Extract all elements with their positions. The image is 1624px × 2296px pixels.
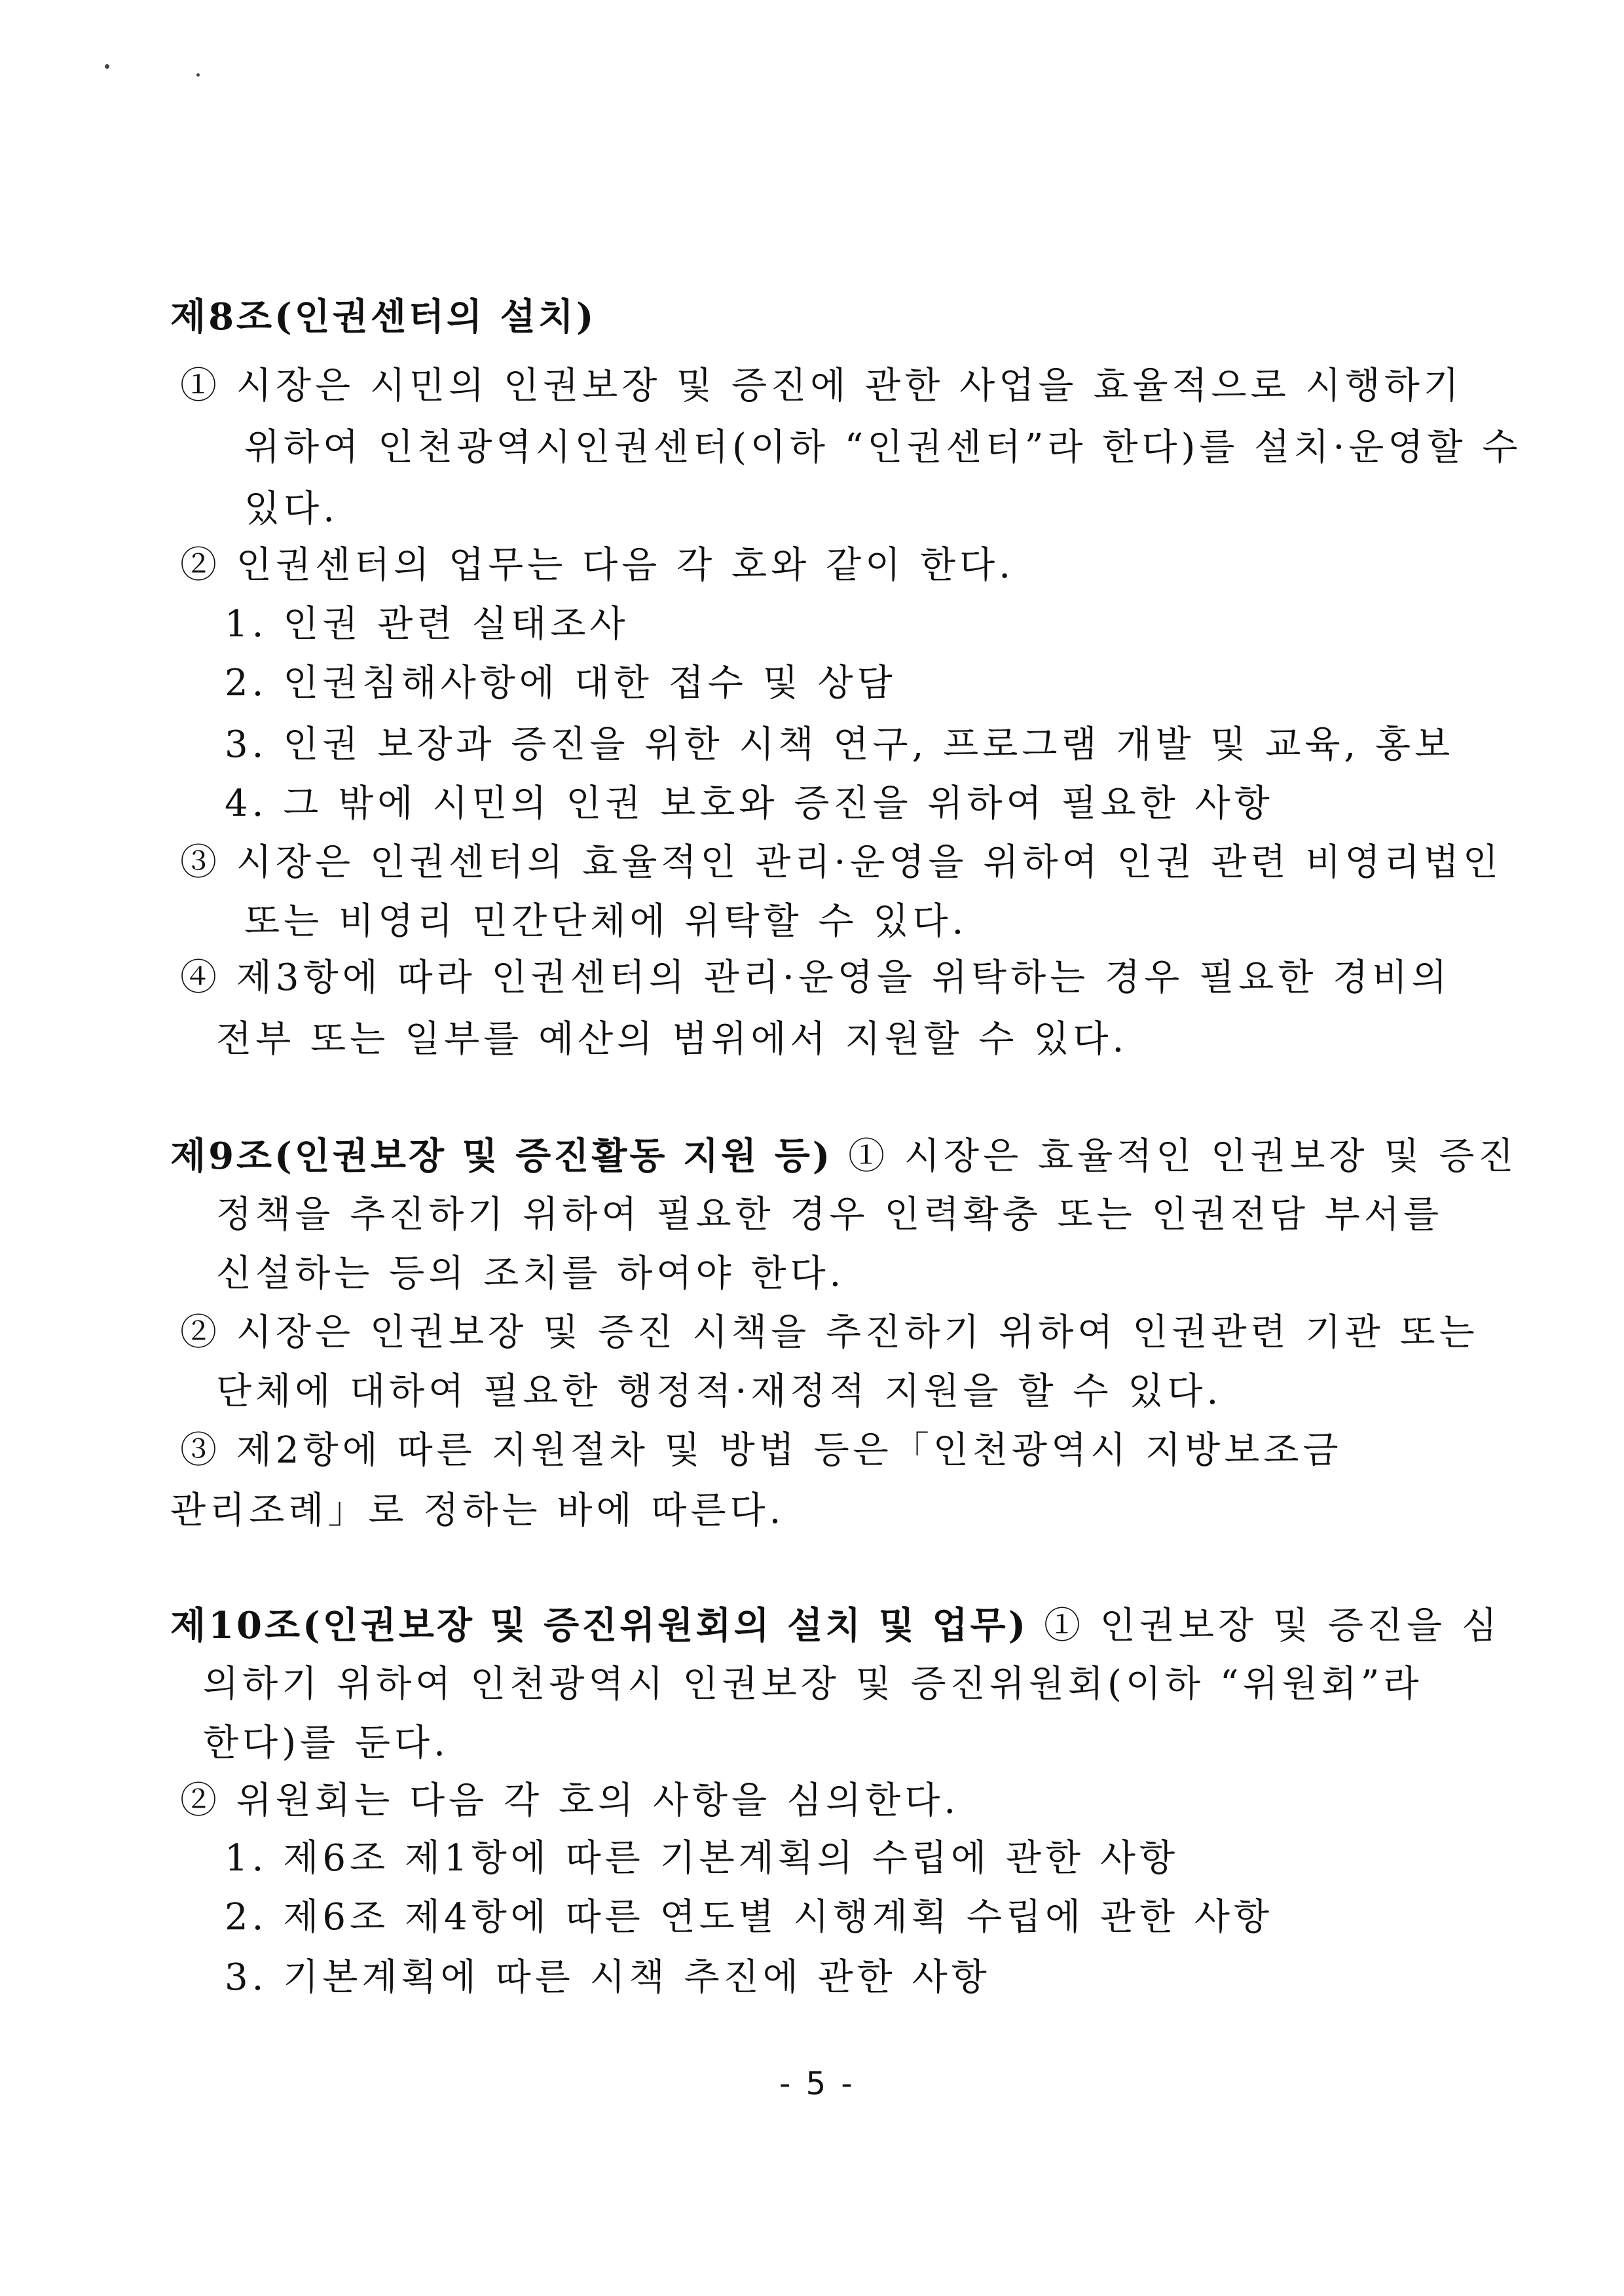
page-number: - 5 - [779, 2066, 855, 2102]
article-8-para-1-line-3: 있다. [244, 488, 339, 530]
article-9-para-2-line-2: 단체에 대하여 필요한 행정적·재정적 지원을 할 수 있다. [216, 1370, 1223, 1413]
article-8-item-4: 4. 그 밖에 시민의 인권 보호와 증진을 위하여 필요한 사항 [225, 782, 1274, 825]
article-8-para-4-line-2: 전부 또는 일부를 예산의 범위에서 지원할 수 있다. [216, 1018, 1128, 1061]
article-8-item-3: 3. 인권 보장과 증진을 위한 시책 연구, 프로그램 개발 및 교육, 홍보 [225, 723, 1454, 766]
article-9-para-2-line-1: ② 시장은 인권보장 및 증진 시책을 추진하기 위하여 인권관련 기관 또는 [180, 1311, 1479, 1354]
article-10-item-1: 1. 제6조 제1항에 따른 기본계획의 수립에 관한 사항 [225, 1837, 1179, 1880]
article-10-para-1-line-2: 의하기 위하여 인천광역시 인권보장 및 증진위원회(이하 “위원회”라 [203, 1663, 1423, 1705]
article-9-heading: 제9조(인권보장 및 증진활동 지원 등) [170, 1135, 833, 1178]
article-8-item-2: 2. 인권침해사항에 대한 접수 및 상담 [225, 662, 896, 704]
article-10-item-3: 3. 기본계획에 따른 시책 추진에 관한 사항 [225, 1956, 991, 1999]
article-9-para-1-line-2: 정책을 추진하기 위하여 필요한 경우 인력확충 또는 인권전담 부서를 [216, 1194, 1443, 1236]
article-9-para-3-line-2: 관리조례」로 정하는 바에 따른다. [170, 1489, 785, 1532]
scan-speck [105, 64, 109, 69]
article-10-para-1-line-3: 한다)를 둔다. [203, 1722, 449, 1764]
article-8-para-1-line-2: 위하여 인천광역시인권센터(이하 “인권센터”라 한다)를 설치·운영할 수 [244, 426, 1522, 469]
article-8-para-2-line-1: ② 인권센터의 업무는 다음 각 호와 같이 한다. [180, 544, 1015, 587]
article-9-para-1-line-3: 신설하는 등의 조치를 하여야 한다. [216, 1252, 845, 1295]
article-8-para-1-line-1: ① 시장은 시민의 인권보장 및 증진에 관한 사업을 효율적으로 시행하기 [180, 365, 1463, 407]
scan-speck [196, 73, 200, 77]
article-8-heading: 제8조(인권센터의 설치) [170, 295, 597, 338]
article-9-para-3-line-1: ③ 제2항에 따른 지원절차 및 방법 등은「인천광역시 지방보조금 [180, 1429, 1342, 1472]
article-8-para-3-line-2: 또는 비영리 민간단체에 위탁할 수 있다. [244, 900, 968, 943]
article-10-item-2: 2. 제6조 제4항에 따른 연도별 시행계획 수립에 관한 사항 [225, 1896, 1274, 1939]
article-9-para-1-start: ① 시장은 효율적인 인권보장 및 증진 [832, 1135, 1518, 1178]
article-10-para-1-start: ① 인권보장 및 증진을 심 [1028, 1605, 1502, 1647]
article-10-para-2-line-1: ② 위원회는 다음 각 호의 사항을 심의한다. [180, 1779, 960, 1822]
article-8-para-3-line-1: ③ 시장은 인권센터의 효율적인 관리·운영을 위하여 인권 관련 비영리법인 [180, 841, 1502, 884]
article-10-para-1-line-1 [170, 1602, 1501, 1650]
article-8-item-1: 1. 인권 관련 실태조사 [225, 603, 629, 646]
article-10-heading: 제10조(인권보장 및 증진위원회의 설치 및 업무) [170, 1604, 1029, 1647]
article-8-para-4-line-1: ④ 제3항에 따라 인권센터의 관리·운영을 위탁하는 경우 필요한 경비의 [180, 957, 1451, 999]
article-9-para-1-line-1 [170, 1133, 1517, 1180]
